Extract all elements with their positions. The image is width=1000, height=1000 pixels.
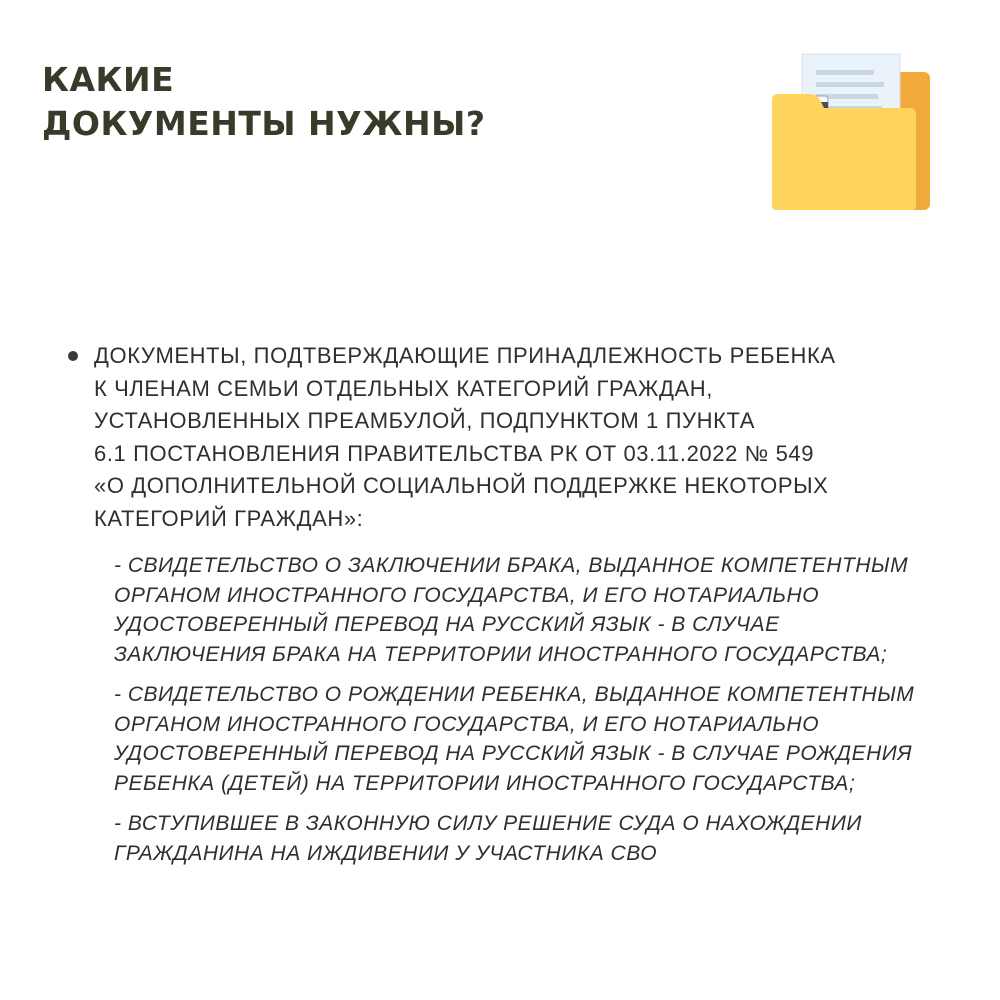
list-item-line: - СВИДЕТЕЛЬСТВО О РОЖДЕНИИ РЕБЕНКА, ВЫДАННОЕ КОМПЕТЕНТНЫМ — [114, 683, 915, 706]
title-line-1: КАКИЕ — [42, 60, 175, 99]
bullet-item — [64, 340, 984, 535]
list-item-birth-certificate — [114, 680, 984, 798]
intro-line: КАТЕГОРИЙ ГРАЖДАН»: — [94, 505, 364, 531]
list-item-line: ОРГАНОМ ИНОСТРАННОГО ГОСУДАРСТВА, И ЕГО НОТАРИАЛЬНО — [114, 583, 820, 607]
folder-front-panel — [772, 94, 916, 210]
document-content — [64, 340, 984, 879]
bullet-dot — [68, 351, 78, 361]
folder-with-documents-icon — [770, 50, 932, 215]
page-title — [42, 58, 485, 146]
list-item-court-decision — [114, 809, 984, 868]
title-line-2: ДОКУМЕНТЫ НУЖНЫ? — [42, 104, 486, 143]
list-item-line: - ВСТУПИВШЕЕ В ЗАКОННУЮ СИЛУ РЕШЕНИЕ СУДА О НАХОЖДЕНИИ — [114, 812, 862, 835]
intro-line: «О ДОПОЛНИТЕЛЬНОЙ СОЦИАЛЬНОЙ ПОДДЕРЖКЕ НЕКОТОРЫХ — [94, 473, 829, 498]
list-item-line: - СВИДЕТЕЛЬСТВО О ЗАКЛЮЧЕНИИ БРАКА, ВЫДАННОЕ КОМПЕТЕНТНЫМ — [114, 554, 909, 577]
list-item-line: ЗАКЛЮЧЕНИЯ БРАКА НА ТЕРРИТОРИИ ИНОСТРАННОГО ГОСУДАРСТВА; — [114, 642, 888, 666]
intro-line: К ЧЛЕНАМ СЕМЬИ ОТДЕЛЬНЫХ КАТЕГОРИЙ ГРАЖДАН, — [94, 375, 713, 401]
list-item-line: ГРАЖДАНИНА НА ИЖДИВЕНИИ У УЧАСТНИКА СВО — [114, 841, 658, 865]
list-item-marriage-certificate — [114, 551, 984, 669]
intro-line: ДОКУМЕНТЫ, ПОДТВЕРЖДАЮЩИЕ ПРИНАДЛЕЖНОСТЬ РЕБЕНКА — [94, 343, 836, 368]
document-list — [64, 551, 984, 868]
list-item-line: ОРГАНОМ ИНОСТРАННОГО ГОСУДАРСТВА, И ЕГО НОТАРИАЛЬНО — [114, 712, 820, 736]
list-item-line: РЕБЕНКА (ДЕТЕЙ) НА ТЕРРИТОРИИ ИНОСТРАННОГО ГОСУДАРСТВА; — [114, 771, 856, 795]
list-item-line: УДОСТОВЕРЕННЫЙ ПЕРЕВОД НА РУССКИЙ ЯЗЫК - В СЛУЧАЕ РОЖДЕНИЯ — [114, 742, 913, 765]
intro-text — [94, 340, 984, 535]
list-item-line: УДОСТОВЕРЕННЫЙ ПЕРЕВОД НА РУССКИЙ ЯЗЫК - В СЛУЧАЕ — [114, 613, 780, 636]
intro-line: 6.1 ПОСТАНОВЛЕНИЯ ПРАВИТЕЛЬСТВА РК ОТ 03.11.2022 № 549 — [94, 440, 815, 466]
intro-line: УСТАНОВЛЕННЫХ ПРЕАМБУЛОЙ, ПОДПУНКТОМ 1 ПУНКТА — [94, 408, 756, 433]
